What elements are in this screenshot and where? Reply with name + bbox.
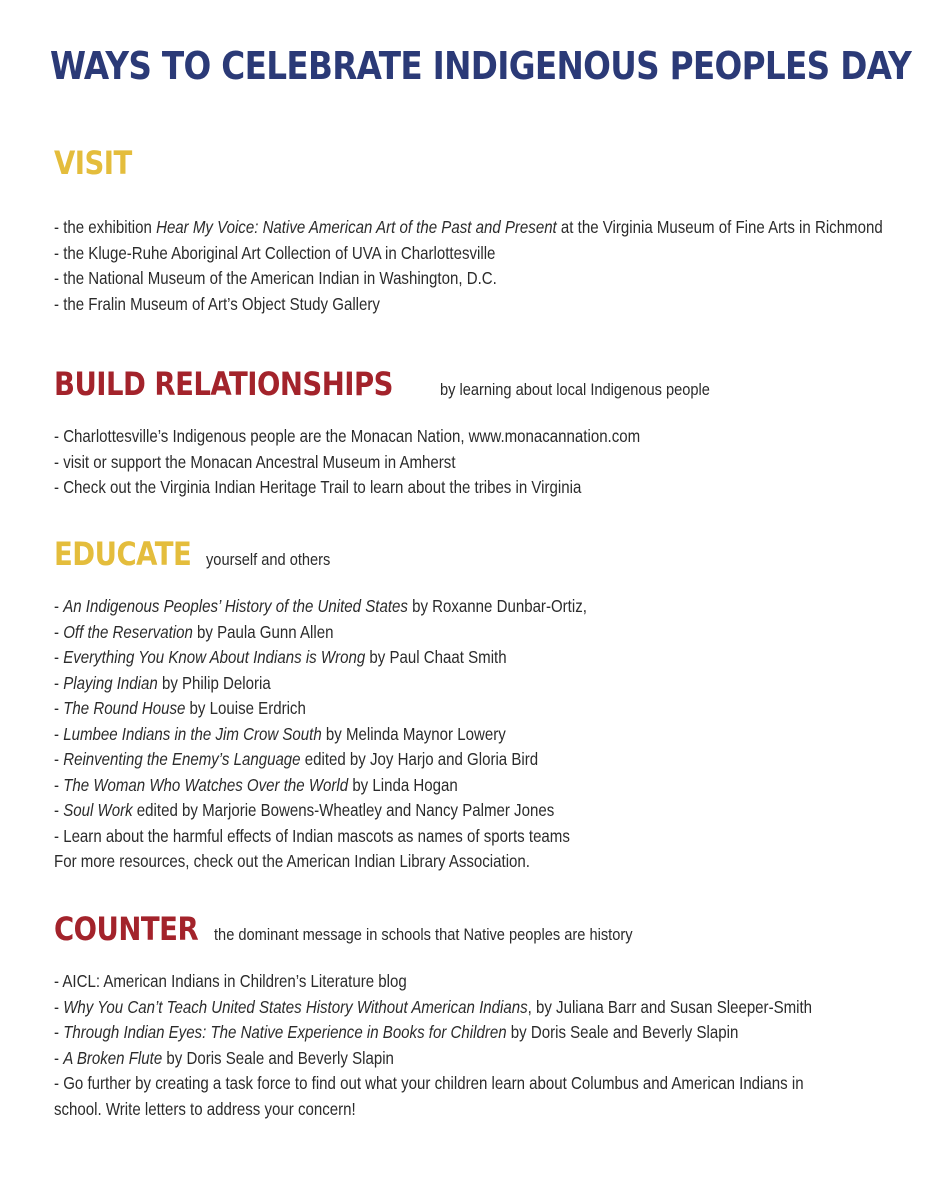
list-item bbox=[54, 849, 794, 875]
list-item bbox=[54, 1071, 804, 1097]
list-item bbox=[54, 747, 794, 773]
section-heading: COUNTER bbox=[54, 910, 199, 948]
item-text: - Go further by creating a task force to find out what your children learn about Columbus and American Indians in bbox=[54, 1073, 804, 1094]
list-item bbox=[54, 645, 794, 671]
list-item bbox=[54, 824, 794, 850]
item-text: - Check out the Virginia Indian Heritage Trail to learn about the tribes in Virginia bbox=[54, 477, 582, 498]
item-text: - bbox=[54, 672, 64, 693]
item-text: - bbox=[54, 800, 64, 821]
item-text: - bbox=[54, 774, 64, 795]
item-text: - bbox=[54, 621, 64, 642]
section-visit bbox=[54, 146, 914, 317]
list-item bbox=[54, 773, 794, 799]
item-text: For more resources, check out the American Indian Library Association. bbox=[54, 851, 530, 872]
section-heading-tail: yourself and others bbox=[205, 550, 331, 569]
list-item bbox=[54, 292, 794, 318]
section-heading-row bbox=[54, 537, 914, 572]
section-educate bbox=[54, 537, 914, 875]
section-heading-row bbox=[54, 367, 914, 402]
section-counter bbox=[54, 912, 914, 1122]
item-title: Playing Indian bbox=[63, 672, 158, 693]
item-text: - the Kluge-Ruhe Aboriginal Art Collection of UVA in Charlottesville bbox=[54, 242, 496, 263]
item-text: by Paul Chaat Smith bbox=[365, 647, 507, 668]
item-text: by Philip Deloria bbox=[157, 672, 271, 693]
item-title: Everything You Know About Indians is Wrong bbox=[63, 647, 366, 668]
item-title: Lumbee Indians in the Jim Crow South bbox=[63, 723, 322, 744]
section-build-relationships bbox=[54, 367, 914, 501]
item-text: - Learn about the harmful effects of Indian mascots as names of sports teams bbox=[54, 825, 570, 846]
item-text: - bbox=[54, 698, 64, 719]
section-heading: EDUCATE bbox=[54, 535, 192, 573]
list-item bbox=[54, 620, 794, 646]
section-heading-row bbox=[54, 912, 914, 947]
item-title: An Indigenous Peoples’ History of the United States bbox=[63, 596, 408, 617]
list-item bbox=[54, 995, 813, 1021]
item-text: - bbox=[54, 596, 64, 617]
list-item bbox=[54, 424, 794, 450]
list-item bbox=[54, 266, 794, 292]
list-item bbox=[54, 1046, 794, 1072]
list-item bbox=[54, 594, 794, 620]
item-text: - bbox=[54, 1047, 64, 1068]
list-item bbox=[54, 671, 794, 697]
item-text: - bbox=[54, 996, 64, 1017]
list-item bbox=[54, 798, 794, 824]
item-title: Through Indian Eyes: The Native Experience in Books for Children bbox=[63, 1022, 507, 1043]
item-text: - the National Museum of the American Indian in Washington, D.C. bbox=[54, 268, 497, 289]
item-text: by Melinda Maynor Lowery bbox=[321, 723, 506, 744]
item-text: at the Virginia Museum of Fine Arts in Richmond bbox=[556, 217, 883, 238]
section-lines bbox=[54, 594, 914, 875]
item-title: A Broken Flute bbox=[63, 1047, 163, 1068]
item-text: - visit or support the Monacan Ancestral Museum in Amherst bbox=[54, 451, 456, 472]
item-title: Off the Reservation bbox=[63, 621, 193, 642]
item-text: by Louise Erdrich bbox=[185, 698, 306, 719]
item-text: - bbox=[54, 723, 64, 744]
list-item bbox=[54, 1020, 794, 1046]
section-lines bbox=[54, 215, 914, 317]
section-heading: VISIT bbox=[54, 144, 132, 182]
item-title: Hear My Voice: Native American Art of the Past and Present bbox=[156, 217, 557, 238]
item-text: - bbox=[54, 647, 64, 668]
item-text: - the exhibition bbox=[54, 217, 157, 238]
item-text: - bbox=[54, 1022, 64, 1043]
section-lines bbox=[54, 424, 914, 501]
page-title: WAYS TO CELEBRATE INDIGENOUS PEOPLES DAY bbox=[50, 44, 912, 88]
item-title: Reinventing the Enemy’s Language bbox=[63, 749, 301, 770]
list-item bbox=[54, 696, 794, 722]
item-text: edited by Joy Harjo and Gloria Bird bbox=[300, 749, 539, 770]
item-text: by Doris Seale and Beverly Slapin bbox=[506, 1022, 739, 1043]
list-item bbox=[54, 450, 794, 476]
item-text: by Paula Gunn Allen bbox=[192, 621, 334, 642]
item-text: by Roxanne Dunbar-Ortiz, bbox=[407, 596, 587, 617]
item-text: school. Write letters to address your concern! bbox=[54, 1098, 356, 1119]
section-heading-row bbox=[54, 146, 914, 181]
list-item bbox=[54, 475, 794, 501]
item-text: - AICL: American Indians in Children’s Literature blog bbox=[54, 971, 407, 992]
item-text: - Charlottesville’s Indigenous people are the Monacan Nation, www.monacannation.com bbox=[54, 426, 641, 447]
item-title: Why You Can’t Teach United States History Without American Indians bbox=[63, 996, 528, 1017]
item-text: by Doris Seale and Beverly Slapin bbox=[162, 1047, 394, 1068]
item-text: - the Fralin Museum of Art’s Object Study Gallery bbox=[54, 293, 380, 314]
list-item bbox=[54, 215, 883, 241]
item-text: edited by Marjorie Bowens-Wheatley and Nancy Palmer Jones bbox=[132, 800, 555, 821]
item-text: by Linda Hogan bbox=[348, 774, 458, 795]
list-item bbox=[54, 1097, 794, 1123]
item-text: , by Juliana Barr and Susan Sleeper-Smith bbox=[527, 996, 813, 1017]
list-item bbox=[54, 241, 794, 267]
section-lines bbox=[54, 969, 914, 1122]
item-text: - bbox=[54, 749, 64, 770]
section-heading-tail: by learning about local Indigenous people bbox=[440, 380, 710, 399]
item-title: The Woman Who Watches Over the World bbox=[63, 774, 349, 795]
section-heading-tail: the dominant message in schools that Native peoples are history bbox=[213, 925, 633, 944]
list-item bbox=[54, 969, 794, 995]
list-item bbox=[54, 722, 794, 748]
item-title: Soul Work bbox=[63, 800, 133, 821]
item-title: The Round House bbox=[63, 698, 186, 719]
section-heading: BUILD RELATIONSHIPS bbox=[54, 365, 393, 403]
